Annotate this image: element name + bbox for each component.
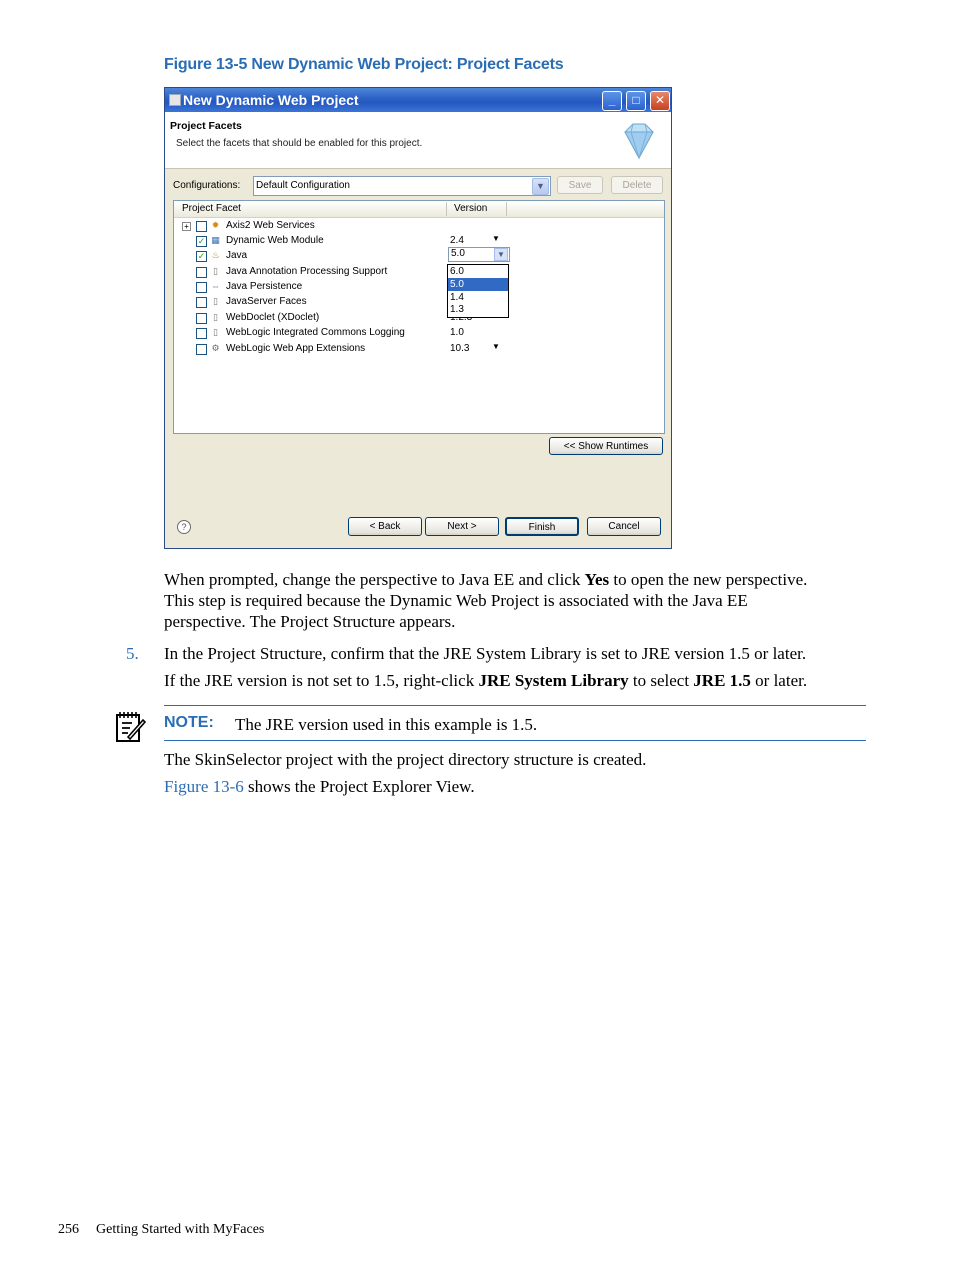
close-icon[interactable]: ✕ <box>650 91 670 111</box>
java-version-select[interactable] <box>448 247 510 262</box>
chevron-down-icon[interactable]: ▼ <box>492 342 500 351</box>
jre-version-emphasis: JRE 1.5 <box>693 671 751 690</box>
finish-button[interactable]: Finish <box>505 517 579 536</box>
step-text: In the Project Structure, confirm that the JRE System Library is set to JRE version 1.5 or later. <box>164 644 807 663</box>
facet-label: WebLogic Integrated Commons Logging <box>226 327 405 338</box>
facet-version[interactable]: 1.0 <box>450 327 464 338</box>
configuration-value: Default Configuration <box>256 180 350 191</box>
facet-label: Dynamic Web Module <box>226 235 324 246</box>
extensions-icon: ⚙ <box>211 343 220 353</box>
cancel-button[interactable]: Cancel <box>587 517 661 536</box>
save-button[interactable]: Save <box>557 176 603 194</box>
new-project-dialog <box>164 87 672 549</box>
step-detail <box>164 670 807 691</box>
version-option[interactable]: 1.3 <box>450 304 464 315</box>
app-icon <box>169 94 181 106</box>
wizard-header <box>165 112 671 169</box>
maximize-icon[interactable]: □ <box>626 91 646 111</box>
facet-version[interactable]: 10.3 <box>450 343 470 354</box>
paragraph-line: perspective. The Project Structure appears. <box>164 612 456 631</box>
persistence-icon: ⇔ <box>211 281 220 291</box>
web-module-icon: ▦ <box>211 235 220 245</box>
facet-label: WebDoclet (XDoclet) <box>226 312 320 323</box>
facet-label: Java Persistence <box>226 281 303 292</box>
wizard-banner-icon <box>617 120 661 162</box>
dialog-title: New Dynamic Web Project <box>183 92 359 108</box>
facet-row[interactable] <box>174 234 664 249</box>
facet-row[interactable] <box>174 326 664 341</box>
page-footer <box>58 1222 264 1238</box>
version-option[interactable]: 6.0 <box>450 266 464 277</box>
facet-checkbox[interactable] <box>196 297 207 308</box>
paragraph-line <box>164 569 884 590</box>
text-span: or later. <box>750 671 808 690</box>
text-span: When prompted, change the perspective to Java EE and click <box>164 570 585 589</box>
next-button[interactable]: Next > <box>425 517 499 536</box>
page-number: 256 <box>58 1222 79 1237</box>
chevron-down-icon[interactable]: ▼ <box>492 234 500 243</box>
text-span: If the JRE version is not set to 1.5, right-click <box>164 671 479 690</box>
delete-button[interactable]: Delete <box>611 176 663 194</box>
facet-row[interactable] <box>174 280 664 295</box>
paragraph-figure-ref <box>164 776 475 797</box>
facet-row[interactable] <box>174 311 664 326</box>
expand-icon[interactable]: + <box>182 222 191 231</box>
facet-checkbox[interactable] <box>196 267 207 278</box>
facet-checkbox[interactable]: ✓ <box>197 251 206 261</box>
note-text: The JRE version used in this example is 1.5. <box>235 715 538 734</box>
version-option-selected[interactable]: 5.0 <box>448 278 508 291</box>
text-span: to select <box>628 671 694 690</box>
facet-checkbox[interactable] <box>196 313 207 324</box>
jre-library-emphasis: JRE System Library <box>478 671 629 690</box>
col-header-facet[interactable]: Project Facet <box>182 203 241 214</box>
paragraph-created: The SkinSelector project with the project directory structure is created. <box>164 750 647 769</box>
java-version-dropdown[interactable] <box>447 264 509 318</box>
facet-row[interactable] <box>174 219 664 234</box>
chevron-down-icon[interactable]: ▼ <box>532 178 549 195</box>
facet-label: JavaServer Faces <box>226 296 307 307</box>
note-icon <box>114 709 146 743</box>
version-option[interactable]: 1.4 <box>450 292 464 303</box>
back-button[interactable]: < Back <box>348 517 422 536</box>
page-title: Project Facets <box>170 120 242 132</box>
dialog-titlebar <box>165 88 671 112</box>
facet-checkbox[interactable] <box>196 328 207 339</box>
minimize-icon[interactable]: _ <box>602 91 622 111</box>
facet-row[interactable] <box>174 295 664 310</box>
facet-checkbox[interactable] <box>196 221 207 232</box>
help-icon[interactable]: ? <box>177 520 191 534</box>
facet-checkbox[interactable] <box>196 282 207 293</box>
step-number: 5. <box>126 644 139 663</box>
text-span: to open the new perspective. <box>609 570 808 589</box>
paragraph-perspective <box>164 569 884 632</box>
figure-caption: Figure 13-5 New Dynamic Web Project: Project Facets <box>164 56 564 73</box>
faces-icon: ▯ <box>213 296 218 306</box>
configuration-select[interactable] <box>253 176 551 196</box>
facet-table-header <box>174 201 664 218</box>
running-title: Getting Started with MyFaces <box>96 1222 265 1237</box>
note-bottom-rule <box>164 740 866 741</box>
facet-row[interactable] <box>174 265 664 280</box>
note-top-rule <box>164 705 866 706</box>
facet-tree <box>173 200 665 434</box>
column-divider <box>506 202 507 216</box>
note-label: NOTE: <box>164 714 214 731</box>
facet-row[interactable] <box>174 249 664 264</box>
axis2-icon: ✹ <box>211 220 220 230</box>
facet-label: Axis2 Web Services <box>226 220 315 231</box>
yes-emphasis: Yes <box>584 570 610 589</box>
paragraph-line: This step is required because the Dynamic Web Project is associated with the Java EE <box>164 591 748 610</box>
facet-label: Java <box>226 250 248 261</box>
chevron-down-icon[interactable]: ▼ <box>494 248 508 261</box>
text-span: shows the Project Explorer View. <box>243 777 475 796</box>
facet-label: WebLogic Web App Extensions <box>226 343 366 354</box>
facet-checkbox[interactable] <box>196 344 207 355</box>
java-icon: ♨ <box>211 250 220 260</box>
figure-link[interactable]: Figure 13-6 <box>164 777 244 796</box>
facet-label: Java Annotation Processing Support <box>226 266 388 277</box>
facet-checkbox[interactable]: ✓ <box>197 236 206 246</box>
col-header-version[interactable]: Version <box>454 203 488 214</box>
webdoclet-icon: ▯ <box>213 312 218 322</box>
page-description: Select the facets that should be enabled for this project. <box>176 138 423 149</box>
column-divider <box>446 202 447 216</box>
configurations-label: Configurations: <box>173 180 241 191</box>
show-runtimes-button[interactable]: << Show Runtimes <box>549 437 663 455</box>
facet-version[interactable]: 2.4 <box>450 235 464 246</box>
java-version-value: 5.0 <box>451 248 465 259</box>
facet-row[interactable] <box>174 342 664 357</box>
annotation-icon: ▯ <box>213 266 218 276</box>
logging-icon: ▯ <box>213 327 218 337</box>
